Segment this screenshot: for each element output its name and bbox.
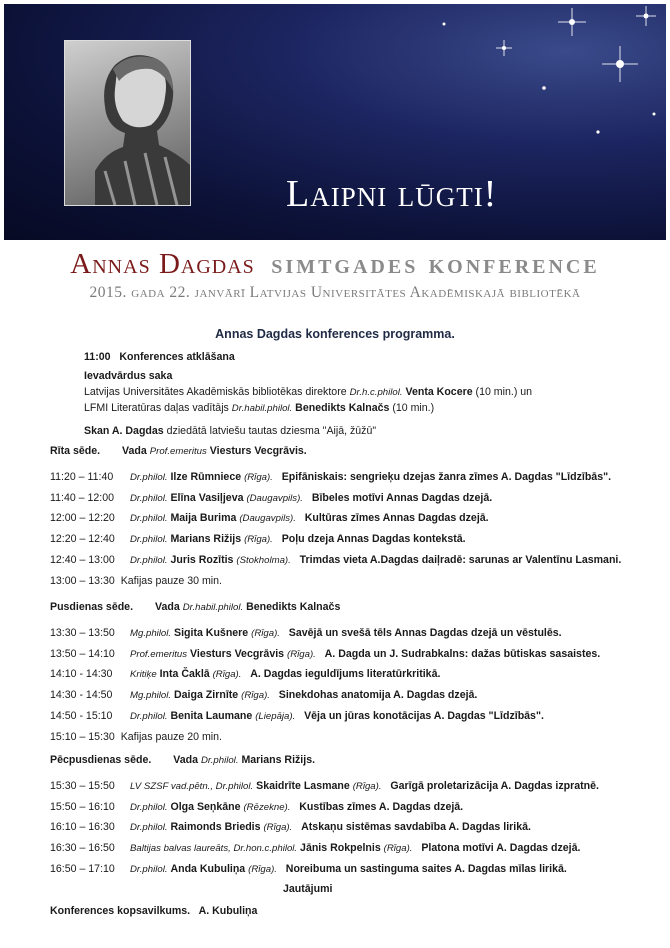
row-speaker: Elīna Vasiļjeva bbox=[170, 491, 244, 504]
portrait-photo bbox=[64, 40, 191, 206]
program-title: Annas Dagdas konferences programma. bbox=[215, 327, 455, 341]
row-time: 16:30 – 16:50 bbox=[50, 842, 115, 855]
row-degree: Mg.philol. bbox=[130, 690, 172, 702]
program-row bbox=[50, 626, 562, 641]
row-speaker: Ilze Rūmniece bbox=[170, 471, 242, 483]
program-row bbox=[50, 511, 489, 526]
row-speaker: Skaidrīte Lasmane bbox=[256, 780, 350, 792]
opening-time: 11:00 bbox=[84, 351, 111, 363]
row-time: 12:20 – 12:40 bbox=[50, 533, 115, 546]
row-degree: Dr.philol. bbox=[130, 801, 168, 813]
row-degree: Dr.philol. bbox=[130, 492, 168, 504]
session-chair-name: Benedikts Kalnačs bbox=[246, 601, 341, 613]
title-rest: simtgades konference bbox=[271, 248, 600, 280]
break-time: 15:10 – 15:30 bbox=[50, 730, 115, 743]
speaker-2-degree: Dr.habil.philol. bbox=[231, 403, 293, 414]
row-time: 16:50 – 17:10 bbox=[50, 862, 115, 875]
opening-speaker-1 bbox=[84, 385, 532, 400]
conference-subtitle: 2015. gada 22. janvārī Latvijas Universitātes Akadēmiskajā bibliotēkā bbox=[89, 284, 581, 301]
row-speaker: Maija Burima bbox=[170, 512, 237, 525]
row-degree: Dr.philol. bbox=[130, 513, 168, 525]
break-label: Kafijas pauze 30 min. bbox=[120, 574, 222, 587]
row-speaker: Olga Seņkāne bbox=[170, 800, 241, 813]
row-place: (Daugavpils). bbox=[246, 492, 303, 504]
row-speaker: Inta Čaklā bbox=[159, 668, 210, 681]
row-place: (Rīga). bbox=[251, 628, 280, 639]
session-header bbox=[50, 754, 315, 766]
row-place: (Rīga). bbox=[244, 472, 273, 483]
row-place: (Rīga). bbox=[383, 843, 413, 855]
row-place: (Liepāja). bbox=[255, 710, 296, 722]
session-chair-name: Marians Rižijs. bbox=[241, 754, 316, 766]
row-topic: Noreibuma un sastinguma saites A. Dagdas mīlas lirikā. bbox=[285, 862, 567, 875]
session-chair-label: Vada bbox=[122, 445, 147, 457]
session-name: Pusdienas sēde. bbox=[50, 601, 134, 613]
row-topic: Vēja un jūras konotācijas A. Dagdas "Līdzībās". bbox=[304, 709, 544, 722]
row-degree: Dr.philol. bbox=[130, 863, 168, 875]
speaker-2-name: Benedikts Kalnačs bbox=[292, 402, 390, 414]
row-place: (Daugavpils). bbox=[239, 513, 296, 525]
row-speaker: Raimonds Briedis bbox=[170, 821, 261, 834]
row-place: (Stokholma). bbox=[236, 554, 291, 566]
program-row bbox=[50, 553, 621, 568]
row-degree: Dr.philol. bbox=[130, 534, 168, 546]
row-topic: Platona motīvi A. Dagdas dzejā. bbox=[421, 842, 581, 855]
row-place: (Rīga). bbox=[241, 690, 270, 702]
program-row bbox=[50, 688, 477, 703]
session-chair-degree: Dr.philol. bbox=[200, 755, 239, 766]
row-degree: Dr.philol. bbox=[130, 472, 168, 483]
row-speaker: Marians Rižijs bbox=[170, 533, 242, 546]
row-topic: Atskaņu sistēmas savdabība A. Dagdas lirikā. bbox=[301, 821, 531, 834]
row-speaker: Daiga Zirnīte bbox=[174, 689, 239, 702]
row-degree: Dr.philol. bbox=[130, 554, 168, 566]
program-row bbox=[50, 862, 567, 877]
row-time: 11:40 – 12:00 bbox=[50, 491, 115, 504]
welcome-heading: Laipni lūgti! bbox=[286, 173, 498, 215]
row-time: 14:30 - 14:50 bbox=[50, 689, 113, 702]
row-time: 11:20 – 11:40 bbox=[50, 471, 114, 483]
opening-speaker-2 bbox=[84, 401, 434, 416]
program-row bbox=[50, 667, 440, 682]
row-time: 15:30 – 15:50 bbox=[50, 780, 115, 792]
break-label: Kafijas pauze 20 min. bbox=[120, 730, 222, 743]
speaker-1-duration: (10 min.) un bbox=[472, 386, 533, 398]
row-place: (Rīga). bbox=[352, 781, 382, 792]
opening-song bbox=[84, 424, 376, 438]
row-time: 14:10 - 14:30 bbox=[50, 668, 113, 681]
coffee-break-row bbox=[50, 574, 222, 588]
program-row bbox=[50, 841, 580, 856]
song-text: dziedātā latviešu tautas dziesma "Aijā, žūžū" bbox=[163, 425, 377, 437]
conference-title bbox=[0, 248, 670, 281]
questions-label: Jautājumi bbox=[283, 883, 333, 895]
speaker-1-role: Latvijas Universitātes Akadēmiskās bibliotēkas direktore bbox=[84, 386, 350, 398]
row-speaker: Benita Laumane bbox=[170, 709, 253, 722]
row-topic: Bībeles motīvi Annas Dagdas dzejā. bbox=[311, 491, 493, 504]
row-time: 13:50 – 14:10 bbox=[50, 647, 115, 660]
session-chair-degree: Dr.habil.philol. bbox=[182, 602, 244, 613]
program-row bbox=[50, 820, 531, 835]
row-degree: Baltijas balvas laureāts, Dr.hon.c.philol. bbox=[130, 843, 298, 855]
row-degree: Kritiķe bbox=[130, 669, 157, 681]
session-name: Rīta sēde. bbox=[50, 445, 101, 457]
opening-label: Konferences atklāšana bbox=[119, 351, 235, 363]
row-speaker: Viesturs Vecgrāvis bbox=[190, 647, 285, 660]
row-speaker: Juris Rozītis bbox=[170, 553, 234, 566]
title-name: Annas Dagdas bbox=[70, 248, 255, 280]
opening-intro: Ievadvārdus saka bbox=[84, 370, 173, 382]
coffee-break-row bbox=[50, 730, 222, 744]
program-row bbox=[50, 532, 466, 547]
row-degree: Prof.emeritus bbox=[130, 648, 188, 660]
session-chair-degree: Prof.emeritus bbox=[149, 446, 207, 457]
session-header bbox=[50, 601, 340, 613]
program-row bbox=[50, 800, 463, 815]
row-time: 12:40 – 13:00 bbox=[50, 553, 115, 566]
program-row bbox=[50, 779, 599, 794]
session-name: Pēcpusdienas sēde. bbox=[50, 754, 152, 766]
row-topic: Kultūras zīmes Annas Dagdas dzejā. bbox=[304, 512, 489, 525]
row-topic: Poļu dzeja Annas Dagdas kontekstā. bbox=[281, 533, 466, 546]
row-place: (Rīga). bbox=[244, 534, 273, 546]
row-topic: Garīgā proletarizācija A. Dagdas izpratnē. bbox=[390, 780, 599, 792]
row-time: 15:50 – 16:10 bbox=[50, 800, 115, 813]
row-place: (Rīga). bbox=[263, 822, 293, 834]
row-topic: A. Dagdas ieguldījums literatūrkritikā. bbox=[250, 668, 441, 681]
row-speaker: Sigita Kušnere bbox=[174, 627, 249, 639]
row-degree: Dr.philol. bbox=[130, 710, 168, 722]
row-topic: Trimdas vieta A.Dagdas daiļradē: sarunas ar Valentīnu Lasmani. bbox=[299, 553, 622, 566]
stars-decoration bbox=[384, 4, 666, 154]
header-banner bbox=[4, 4, 666, 240]
program-row bbox=[50, 470, 611, 485]
session-header bbox=[50, 445, 307, 457]
row-topic: A. Dagda un J. Sudrabkalns: dažas būtiskas sasaistes. bbox=[324, 647, 601, 660]
speaker-1-name: Venta Kocere bbox=[402, 386, 473, 398]
row-topic: Savējā un svešā tēls Annas Dagdas dzejā un vēstulēs. bbox=[288, 627, 562, 639]
row-topic: Epifāniskais: sengrieķu dzejas žanra zīmes A. Dagdas "Līdzībās". bbox=[281, 471, 612, 483]
row-degree: Dr.philol. bbox=[130, 822, 168, 834]
session-chair-label: Vada bbox=[173, 754, 199, 766]
row-time: 13:30 – 13:50 bbox=[50, 627, 115, 639]
row-degree: Mg.philol. bbox=[130, 628, 172, 639]
speaker-1-degree: Dr.h.c.philol. bbox=[349, 387, 403, 398]
session-chair-name: Viesturs Vecgrāvis. bbox=[209, 445, 307, 457]
row-speaker: Anda Kubuliņa bbox=[170, 862, 246, 875]
row-time: 12:00 – 12:20 bbox=[50, 512, 115, 525]
row-place: (Rīga). bbox=[248, 863, 277, 875]
row-place: (Rīga). bbox=[212, 669, 242, 681]
row-topic: Kustības zīmes A. Dagdas dzejā. bbox=[299, 800, 464, 813]
speaker-2-role: LFMI Literatūras daļas vadītājs bbox=[84, 402, 232, 414]
row-time: 16:10 – 16:30 bbox=[50, 821, 115, 834]
row-time: 14:50 - 15:10 bbox=[50, 709, 113, 722]
session-chair-label: Vada bbox=[155, 601, 180, 613]
program-row bbox=[50, 491, 492, 506]
program-row bbox=[50, 647, 600, 662]
row-speaker: Jānis Rokpelnis bbox=[300, 842, 381, 855]
row-place: (Rīga). bbox=[287, 648, 316, 660]
summary-line: Konferences kopsavilkums. A. Kubuliņa bbox=[50, 905, 258, 917]
row-place: (Rēzekne). bbox=[243, 801, 291, 813]
row-topic: Sinekdohas anatomija A. Dagdas dzejā. bbox=[278, 689, 478, 702]
row-degree: LV SZSF vad.pētn., Dr.philol. bbox=[130, 781, 254, 792]
opening-line bbox=[84, 350, 235, 364]
song-lead: Skan A. Dagdas bbox=[84, 425, 164, 437]
break-time: 13:00 – 13:30 bbox=[50, 574, 115, 587]
speaker-2-duration: (10 min.) bbox=[389, 402, 435, 414]
program-row bbox=[50, 709, 544, 724]
